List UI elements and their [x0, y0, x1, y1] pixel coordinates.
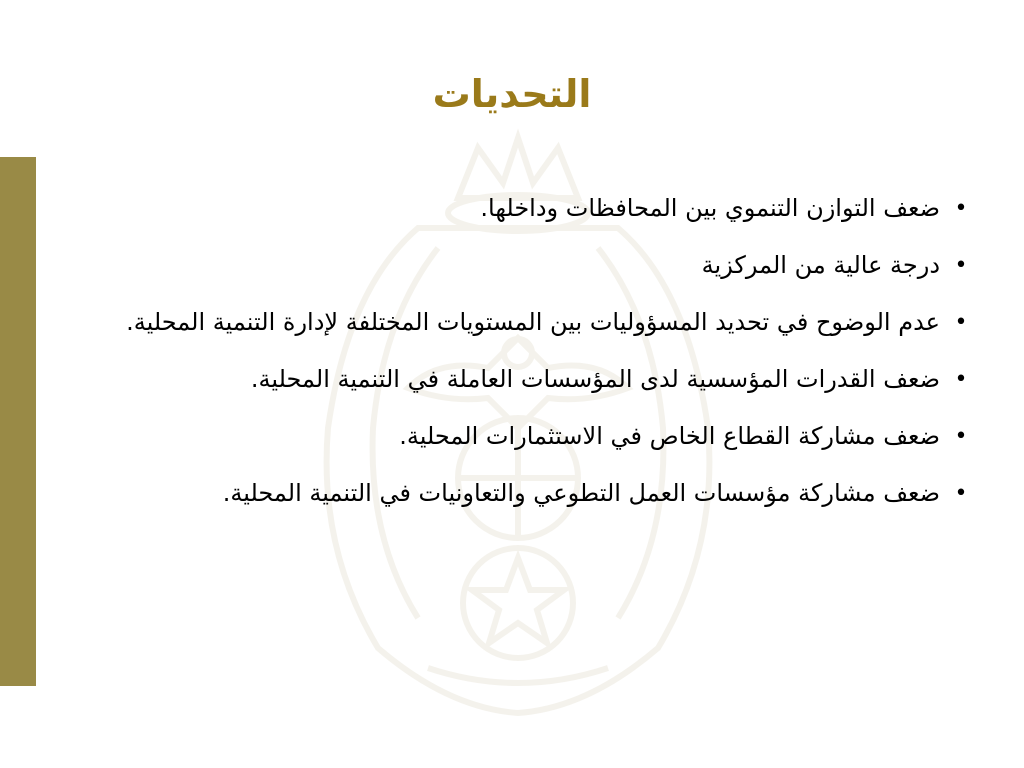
bullet-text: ضعف التوازن التنموي بين المحافظات وداخلها.: [480, 194, 940, 222]
bullet-text: درجة عالية من المركزية: [701, 251, 940, 279]
list-item: [56, 243, 968, 288]
bullet-text: ضعف مشاركة مؤسسات العمل التطوعي والتعاونيات في التنمية المحلية.: [222, 479, 940, 507]
bullet-icon: •: [954, 310, 968, 335]
bullet-icon: •: [954, 196, 968, 221]
list-item: [56, 414, 968, 459]
list-item: [56, 300, 968, 345]
list-item: [56, 186, 968, 231]
accent-side-bar: [0, 157, 36, 686]
bullet-icon: •: [954, 481, 968, 506]
bullet-text: ضعف القدرات المؤسسية لدى المؤسسات العاملة في التنمية المحلية.: [250, 365, 940, 393]
bullet-icon: •: [954, 424, 968, 449]
challenges-list: [56, 186, 970, 528]
list-item: [56, 357, 968, 402]
list-item: [56, 471, 968, 516]
bullet-icon: •: [954, 253, 968, 278]
bullet-text: ضعف مشاركة القطاع الخاص في الاستثمارات المحلية.: [399, 422, 940, 450]
bullet-icon: •: [954, 367, 968, 392]
page-title: التحديات: [432, 72, 592, 116]
bullet-text: عدم الوضوح في تحديد المسؤوليات بين المستويات المختلفة لإدارة التنمية المحلية.: [126, 308, 940, 336]
